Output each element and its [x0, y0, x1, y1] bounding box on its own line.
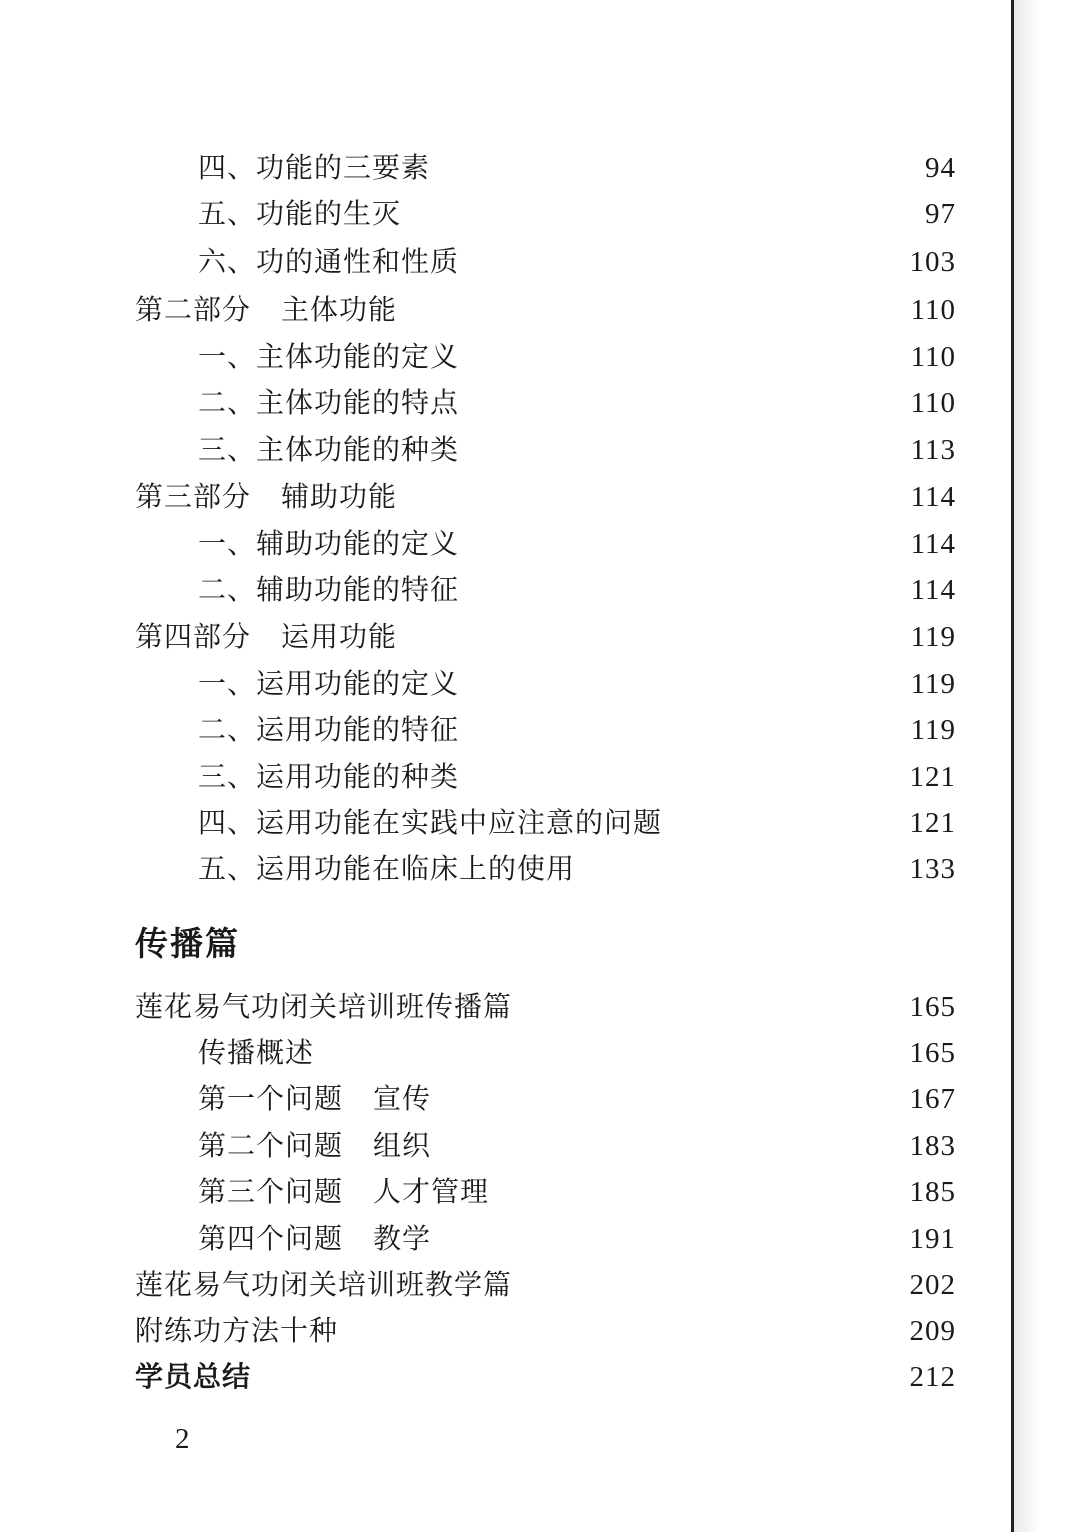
- toc-entry[interactable]: [198, 664, 956, 704]
- toc-entry-page: 114: [910, 528, 956, 560]
- toc-entry-number: 二、: [198, 386, 257, 419]
- toc-entry-title: 主体功能的种类: [256, 433, 460, 466]
- dot-leader: [463, 710, 900, 750]
- page-edge-line: [1011, 0, 1014, 1532]
- toc-entry-page: 212: [909, 1361, 956, 1393]
- toc-part-label: 第二部分: [135, 293, 252, 326]
- toc-entry-page: 202: [909, 1269, 956, 1301]
- toc-entry-page: 119: [910, 668, 956, 700]
- toc-entry-number: 二、: [198, 713, 257, 746]
- toc-entry-title: 运用功能的定义: [256, 667, 460, 700]
- toc-entry-title: 传播概述: [198, 1036, 315, 1069]
- toc-entry-number: 四、: [198, 806, 257, 839]
- toc-entry-title: 运用功能: [281, 620, 398, 653]
- toc-entry-page: 110: [910, 387, 956, 419]
- toc-entry[interactable]: [135, 1357, 956, 1397]
- toc-question-label: 第四个问题: [198, 1222, 344, 1255]
- toc-entry-title: 辅助功能: [281, 480, 398, 513]
- toc-entry[interactable]: [135, 1265, 956, 1305]
- dot-leader: [493, 1172, 900, 1212]
- toc-entry-page: 183: [909, 1130, 956, 1162]
- page-edge-shadow: [1014, 0, 1080, 1532]
- toc-entry-title: 学员总结: [135, 1360, 252, 1393]
- toc-entry-title: 主体功能: [281, 293, 398, 326]
- toc-entry[interactable]: [198, 1126, 956, 1166]
- toc-entry[interactable]: [198, 1172, 956, 1212]
- toc-question-label: 第一个问题: [198, 1082, 344, 1115]
- toc-entry[interactable]: [135, 987, 956, 1027]
- toc-entry-title: 功的通性和性质: [256, 245, 460, 278]
- toc-entry[interactable]: [198, 710, 956, 750]
- toc-entry-title: 组织: [373, 1129, 432, 1162]
- dot-leader: [401, 290, 900, 330]
- toc-entry[interactable]: [198, 570, 956, 610]
- toc-entry-title: 辅助功能的特征: [256, 573, 460, 606]
- toc-entry-number: 五、: [198, 197, 257, 230]
- toc-entry-title: 宣传: [373, 1082, 432, 1115]
- toc-entry[interactable]: [198, 849, 956, 889]
- toc-entry-title: 运用功能在临床上的使用: [256, 852, 576, 885]
- toc-entry-page: 209: [909, 1315, 956, 1347]
- toc-entry-number: 二、: [198, 573, 257, 606]
- toc-entry-title: 运用功能的特征: [256, 713, 460, 746]
- toc-entry[interactable]: [198, 1033, 956, 1073]
- dot-leader: [516, 987, 900, 1027]
- toc-entry[interactable]: [198, 1079, 956, 1119]
- toc-entry-page: 110: [910, 294, 956, 326]
- toc-entry-page: 191: [909, 1223, 956, 1255]
- toc-entry[interactable]: [198, 148, 956, 188]
- dot-leader: [579, 849, 900, 889]
- toc-entry-title: 功能的生灭: [256, 197, 402, 230]
- toc-entry[interactable]: [198, 337, 956, 377]
- toc-entry-page: 103: [909, 246, 956, 278]
- toc-part-label: 第四部分: [135, 620, 252, 653]
- dot-leader: [463, 430, 900, 470]
- toc-entry[interactable]: [198, 803, 956, 843]
- toc-entry[interactable]: [198, 1219, 956, 1259]
- toc-entry-page: 121: [909, 807, 956, 839]
- toc-question-label: 第三个问题: [198, 1175, 344, 1208]
- toc-entry-title: 附练功方法十种: [135, 1314, 339, 1347]
- toc-entry[interactable]: [198, 383, 956, 423]
- toc-entry-number: 四、: [198, 151, 257, 184]
- toc-entry-title: 莲花易气功闭关培训班传播篇: [135, 990, 513, 1023]
- toc-entry-page: 114: [910, 481, 956, 513]
- toc-entry-page: 185: [909, 1176, 956, 1208]
- dot-leader: [435, 1126, 900, 1166]
- toc-entry-title: 主体功能的特点: [256, 386, 460, 419]
- dot-leader: [255, 1357, 900, 1397]
- dot-leader: [435, 1079, 900, 1119]
- toc-part-label: 第三部分: [135, 480, 252, 513]
- toc-entry-number: 一、: [198, 527, 257, 560]
- dot-leader: [434, 148, 900, 188]
- toc-entry-page: 110: [910, 341, 956, 373]
- toc-entry-page: 113: [910, 434, 956, 466]
- dot-leader: [516, 1265, 900, 1305]
- toc-entry-title: 运用功能的种类: [256, 760, 460, 793]
- toc-entry[interactable]: [198, 757, 956, 797]
- toc-entry-number: 五、: [198, 852, 257, 885]
- dot-leader: [401, 477, 900, 517]
- toc-entry-number: 三、: [198, 433, 257, 466]
- toc-entry-title: 教学: [373, 1222, 432, 1255]
- dot-leader: [463, 383, 900, 423]
- toc-entry-page: 97: [925, 198, 956, 230]
- dot-leader: [463, 664, 900, 704]
- toc-entry-title: 主体功能的定义: [256, 340, 460, 373]
- toc-entry-number: 三、: [198, 760, 257, 793]
- toc-entry[interactable]: [198, 242, 956, 282]
- dot-leader: [401, 617, 900, 657]
- toc-entry-page: 167: [909, 1083, 956, 1115]
- toc-part-entry[interactable]: [135, 290, 956, 330]
- toc-entry-page: 165: [909, 1037, 956, 1069]
- toc-entry-page: 94: [925, 152, 956, 184]
- toc-entry[interactable]: [198, 524, 956, 564]
- toc-entry-title: 功能的三要素: [256, 151, 431, 184]
- toc-entry-page: 165: [909, 991, 956, 1023]
- dot-leader: [463, 337, 900, 377]
- toc-entry-number: 六、: [198, 245, 257, 278]
- toc-entry-page: 121: [909, 761, 956, 793]
- toc-entry-title: 莲花易气功闭关培训班教学篇: [135, 1268, 513, 1301]
- toc-entry[interactable]: [135, 1311, 956, 1351]
- dot-leader: [666, 803, 900, 843]
- toc-entry-page: 119: [910, 621, 956, 653]
- dot-leader: [463, 757, 900, 797]
- toc-entry[interactable]: [198, 194, 956, 234]
- toc-part-entry[interactable]: [135, 477, 956, 517]
- toc-entry-title: 辅助功能的定义: [256, 527, 460, 560]
- toc-entry-number: 一、: [198, 667, 257, 700]
- dot-leader: [463, 570, 900, 610]
- toc-entry[interactable]: [198, 430, 956, 470]
- toc-entry-title: 运用功能在实践中应注意的问题: [256, 806, 663, 839]
- dot-leader: [463, 242, 900, 282]
- toc-entry-page: 119: [910, 714, 956, 746]
- toc-entry-number: 一、: [198, 340, 257, 373]
- toc-question-label: 第二个问题: [198, 1129, 344, 1162]
- dot-leader: [318, 1033, 900, 1073]
- toc-part-entry[interactable]: [135, 617, 956, 657]
- toc-entry-title: 人才管理: [373, 1175, 490, 1208]
- page-number: 2: [175, 1423, 190, 1455]
- toc-entry-page: 114: [910, 574, 956, 606]
- toc-entry-page: 133: [909, 853, 956, 885]
- dot-leader: [463, 524, 900, 564]
- section-heading: 传播篇: [135, 924, 240, 963]
- dot-leader: [405, 194, 900, 234]
- dot-leader: [342, 1311, 900, 1351]
- dot-leader: [435, 1219, 900, 1259]
